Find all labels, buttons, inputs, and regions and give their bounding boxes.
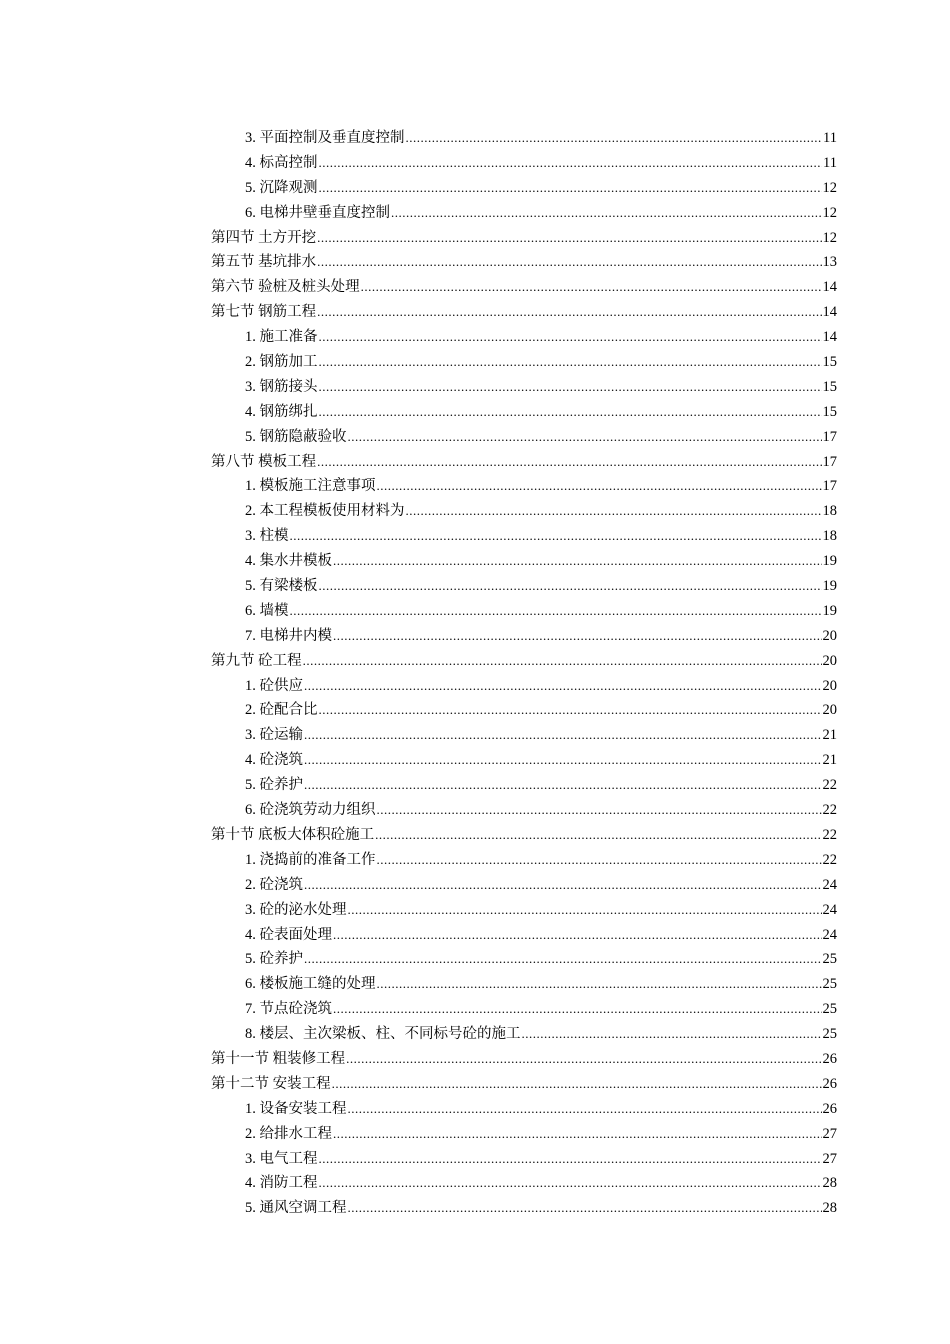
toc-entry-title: 3. 柱模 <box>245 528 289 545</box>
toc-subsection-entry[interactable] <box>211 723 837 748</box>
toc-dot-leader <box>333 624 822 649</box>
toc-subsection-entry[interactable] <box>211 325 837 350</box>
toc-entry-title: 第七节 钢筋工程 <box>211 304 317 321</box>
toc-dot-leader <box>304 723 822 748</box>
toc-subsection-entry[interactable] <box>211 201 837 226</box>
toc-subsection-entry[interactable] <box>211 923 837 948</box>
toc-subsection-entry[interactable] <box>211 1147 837 1172</box>
toc-subsection-entry[interactable] <box>211 151 837 176</box>
toc-entry-title: 6. 墙模 <box>245 602 289 619</box>
toc-dot-leader <box>333 1122 822 1147</box>
toc-subsection-entry[interactable] <box>211 624 837 649</box>
toc-entry-title: 第十一节 粗装修工程 <box>211 1050 346 1067</box>
toc-dot-leader <box>377 848 822 873</box>
toc-page-number: 19 <box>822 578 837 595</box>
toc-page-number: 15 <box>822 354 837 371</box>
toc-dot-leader <box>406 499 822 524</box>
toc-page-number: 12 <box>822 229 837 246</box>
toc-page-number: 22 <box>822 826 837 843</box>
toc-entry-title: 4. 消防工程 <box>245 1175 318 1192</box>
toc-entry-title: 4. 砼浇筑 <box>245 752 303 769</box>
toc-page-number: 20 <box>822 627 837 644</box>
toc-page-number: 25 <box>822 976 837 993</box>
toc-page-number: 24 <box>822 901 837 918</box>
toc-section-entry[interactable] <box>211 1047 837 1072</box>
toc-entry-title: 5. 沉降观测 <box>245 179 318 196</box>
toc-entry-title: 3. 钢筋接头 <box>245 378 318 395</box>
toc-dot-leader <box>522 1022 822 1047</box>
toc-dot-leader <box>377 474 822 499</box>
toc-section-entry[interactable] <box>211 275 837 300</box>
toc-page-number: 28 <box>822 1200 837 1217</box>
toc-dot-leader <box>317 450 821 475</box>
toc-page-number: 21 <box>822 727 837 744</box>
toc-dot-leader <box>319 325 822 350</box>
toc-subsection-entry[interactable] <box>211 425 837 450</box>
toc-entry-title: 6. 砼浇筑劳动力组织 <box>245 802 376 819</box>
toc-dot-leader <box>333 923 822 948</box>
toc-entry-title: 4. 钢筋绑扎 <box>245 403 318 420</box>
toc-subsection-entry[interactable] <box>211 1122 837 1147</box>
toc-entry-title: 7. 电梯井内模 <box>245 627 332 644</box>
toc-subsection-entry[interactable] <box>211 773 837 798</box>
toc-entry-title: 3. 砼运输 <box>245 727 303 744</box>
toc-subsection-entry[interactable] <box>211 549 837 574</box>
toc-subsection-entry[interactable] <box>211 474 837 499</box>
toc-entry-title: 2. 本工程模板使用材料为 <box>245 503 405 520</box>
toc-dot-leader <box>304 674 822 699</box>
toc-entry-title: 1. 砼供应 <box>245 677 303 694</box>
toc-page-number: 15 <box>822 378 837 395</box>
toc-dot-leader <box>348 1196 822 1221</box>
toc-page-number: 17 <box>822 478 837 495</box>
toc-subsection-entry[interactable] <box>211 798 837 823</box>
toc-page-number: 18 <box>822 503 837 520</box>
toc-entry-title: 5. 砼养护 <box>245 777 303 794</box>
toc-subsection-entry[interactable] <box>211 873 837 898</box>
toc-entry-title: 4. 集水井模板 <box>245 553 332 570</box>
toc-dot-leader <box>319 574 822 599</box>
toc-entry-title: 第十节 底板大体积砼施工 <box>211 826 375 843</box>
toc-page-number: 13 <box>822 254 837 271</box>
toc-page-number: 14 <box>822 304 837 321</box>
toc-section-entry[interactable] <box>211 250 837 275</box>
toc-subsection-entry[interactable] <box>211 898 837 923</box>
toc-entry-title: 2. 钢筋加工 <box>245 354 318 371</box>
toc-page-number: 18 <box>822 528 837 545</box>
toc-entry-title: 2. 砼配合比 <box>245 702 318 719</box>
toc-page-number: 25 <box>822 1001 837 1018</box>
toc-page-number: 26 <box>822 1075 837 1092</box>
toc-dot-leader <box>304 773 822 798</box>
toc-dot-leader <box>348 1097 822 1122</box>
toc-subsection-entry[interactable] <box>211 1196 837 1221</box>
toc-subsection-entry[interactable] <box>211 698 837 723</box>
toc-dot-leader <box>333 549 822 574</box>
toc-dot-leader <box>304 748 822 773</box>
toc-subsection-entry[interactable] <box>211 599 837 624</box>
toc-page-number: 12 <box>822 179 837 196</box>
toc-page-number: 27 <box>822 1125 837 1142</box>
toc-entry-title: 8. 楼层、主次梁板、柱、不同标号砼的施工 <box>245 1026 521 1043</box>
toc-page-number: 11 <box>823 154 837 171</box>
toc-page-number: 14 <box>822 329 837 346</box>
toc-dot-leader <box>377 798 822 823</box>
toc-dot-leader <box>346 1047 821 1072</box>
toc-subsection-entry[interactable] <box>211 1097 837 1122</box>
toc-dot-leader <box>304 873 822 898</box>
toc-section-entry[interactable] <box>211 1072 837 1097</box>
toc-section-entry[interactable] <box>211 450 837 475</box>
toc-section-entry[interactable] <box>211 649 837 674</box>
toc-entry-title: 1. 施工准备 <box>245 329 318 346</box>
toc-entry-title: 5. 通风空调工程 <box>245 1200 347 1217</box>
toc-entry-title: 6. 电梯井壁垂直度控制 <box>245 204 390 221</box>
toc-dot-leader <box>303 649 822 674</box>
toc-section-entry[interactable] <box>211 823 837 848</box>
toc-entry-title: 4. 砼表面处理 <box>245 926 332 943</box>
toc-dot-leader <box>406 126 823 151</box>
toc-dot-leader <box>319 400 822 425</box>
toc-entry-title: 1. 设备安装工程 <box>245 1100 347 1117</box>
toc-dot-leader <box>290 599 822 624</box>
toc-dot-leader <box>319 698 822 723</box>
toc-entry-title: 1. 浇捣前的准备工作 <box>245 851 376 868</box>
toc-page-number: 22 <box>822 777 837 794</box>
toc-page-number: 19 <box>822 553 837 570</box>
toc-subsection-entry[interactable] <box>211 972 837 997</box>
toc-dot-leader <box>319 350 822 375</box>
toc-dot-leader <box>391 201 822 226</box>
toc-subsection-entry[interactable] <box>211 400 837 425</box>
toc-subsection-entry[interactable] <box>211 674 837 699</box>
toc-dot-leader <box>348 898 822 923</box>
toc-entry-title: 2. 砼浇筑 <box>245 876 303 893</box>
toc-page-number: 24 <box>822 876 837 893</box>
toc-page-number: 20 <box>822 677 837 694</box>
toc-dot-leader <box>375 823 821 848</box>
toc-page-number: 24 <box>822 926 837 943</box>
toc-dot-leader <box>304 947 822 972</box>
toc-page-number: 22 <box>822 802 837 819</box>
toc-dot-leader <box>319 1147 822 1172</box>
toc-subsection-entry[interactable] <box>211 499 837 524</box>
toc-subsection-entry[interactable] <box>211 748 837 773</box>
toc-section-entry[interactable] <box>211 300 837 325</box>
toc-page-number: 22 <box>822 851 837 868</box>
toc-entry-title: 1. 模板施工注意事项 <box>245 478 376 495</box>
toc-entry-title: 4. 标高控制 <box>245 154 318 171</box>
toc-page-number: 17 <box>822 428 837 445</box>
toc-dot-leader <box>319 375 822 400</box>
toc-page-number: 25 <box>822 1026 837 1043</box>
toc-subsection-entry[interactable] <box>211 176 837 201</box>
toc-entry-title: 7. 节点砼浇筑 <box>245 1001 332 1018</box>
toc-subsection-entry[interactable] <box>211 1171 837 1196</box>
toc-entry-title: 3. 砼的泌水处理 <box>245 901 347 918</box>
toc-entry-title: 第五节 基坑排水 <box>211 254 317 271</box>
toc-subsection-entry[interactable] <box>211 126 837 151</box>
toc-page-number: 19 <box>822 602 837 619</box>
toc-subsection-entry[interactable] <box>211 1022 837 1047</box>
toc-entry-title: 5. 有梁楼板 <box>245 578 318 595</box>
toc-subsection-entry[interactable] <box>211 947 837 972</box>
toc-subsection-entry[interactable] <box>211 524 837 549</box>
toc-subsection-entry[interactable] <box>211 574 837 599</box>
toc-page-number: 15 <box>822 403 837 420</box>
toc-page-number: 20 <box>822 652 837 669</box>
toc-entry-title: 第八节 模板工程 <box>211 453 317 470</box>
toc-page-number: 27 <box>822 1150 837 1167</box>
toc-page-number: 17 <box>822 453 837 470</box>
toc-page-number: 11 <box>823 130 837 146</box>
toc-entry-title: 5. 砼养护 <box>245 951 303 968</box>
toc-dot-leader <box>332 1072 822 1097</box>
toc-entry-title: 6. 楼板施工缝的处理 <box>245 976 376 993</box>
toc-dot-leader <box>319 176 822 201</box>
toc-entry-title: 第六节 验桩及桩头处理 <box>211 279 360 296</box>
toc-page-number: 28 <box>822 1175 837 1192</box>
toc-subsection-entry[interactable] <box>211 375 837 400</box>
toc-subsection-entry[interactable] <box>211 848 837 873</box>
toc-page-number: 26 <box>822 1050 837 1067</box>
toc-dot-leader <box>348 425 822 450</box>
toc-dot-leader <box>317 250 821 275</box>
toc-entry-title: 2. 给排水工程 <box>245 1125 332 1142</box>
toc-dot-leader <box>317 300 821 325</box>
toc-page-number: 21 <box>822 752 837 769</box>
toc-dot-leader <box>333 997 822 1022</box>
table-of-contents <box>211 126 837 1221</box>
toc-dot-leader <box>319 1171 822 1196</box>
toc-entry-title: 3. 电气工程 <box>245 1150 318 1167</box>
toc-dot-leader <box>290 524 822 549</box>
toc-dot-leader <box>319 151 823 176</box>
toc-page-number: 14 <box>822 279 837 296</box>
toc-page-number: 20 <box>822 702 837 719</box>
toc-dot-leader <box>317 226 821 251</box>
toc-page-number: 26 <box>822 1100 837 1117</box>
toc-dot-leader <box>377 972 822 997</box>
toc-entry-title: 3. 平面控制及垂直度控制 <box>245 130 405 146</box>
toc-entry-title: 第四节 土方开挖 <box>211 229 317 246</box>
toc-dot-leader <box>361 275 822 300</box>
toc-page-number: 12 <box>822 204 837 221</box>
toc-entry-title: 第十二节 安装工程 <box>211 1075 331 1092</box>
toc-subsection-entry[interactable] <box>211 350 837 375</box>
toc-page-number: 25 <box>822 951 837 968</box>
toc-entry-title: 5. 钢筋隐蔽验收 <box>245 428 347 445</box>
toc-entry-title: 第九节 砼工程 <box>211 652 302 669</box>
toc-subsection-entry[interactable] <box>211 997 837 1022</box>
toc-section-entry[interactable] <box>211 226 837 251</box>
